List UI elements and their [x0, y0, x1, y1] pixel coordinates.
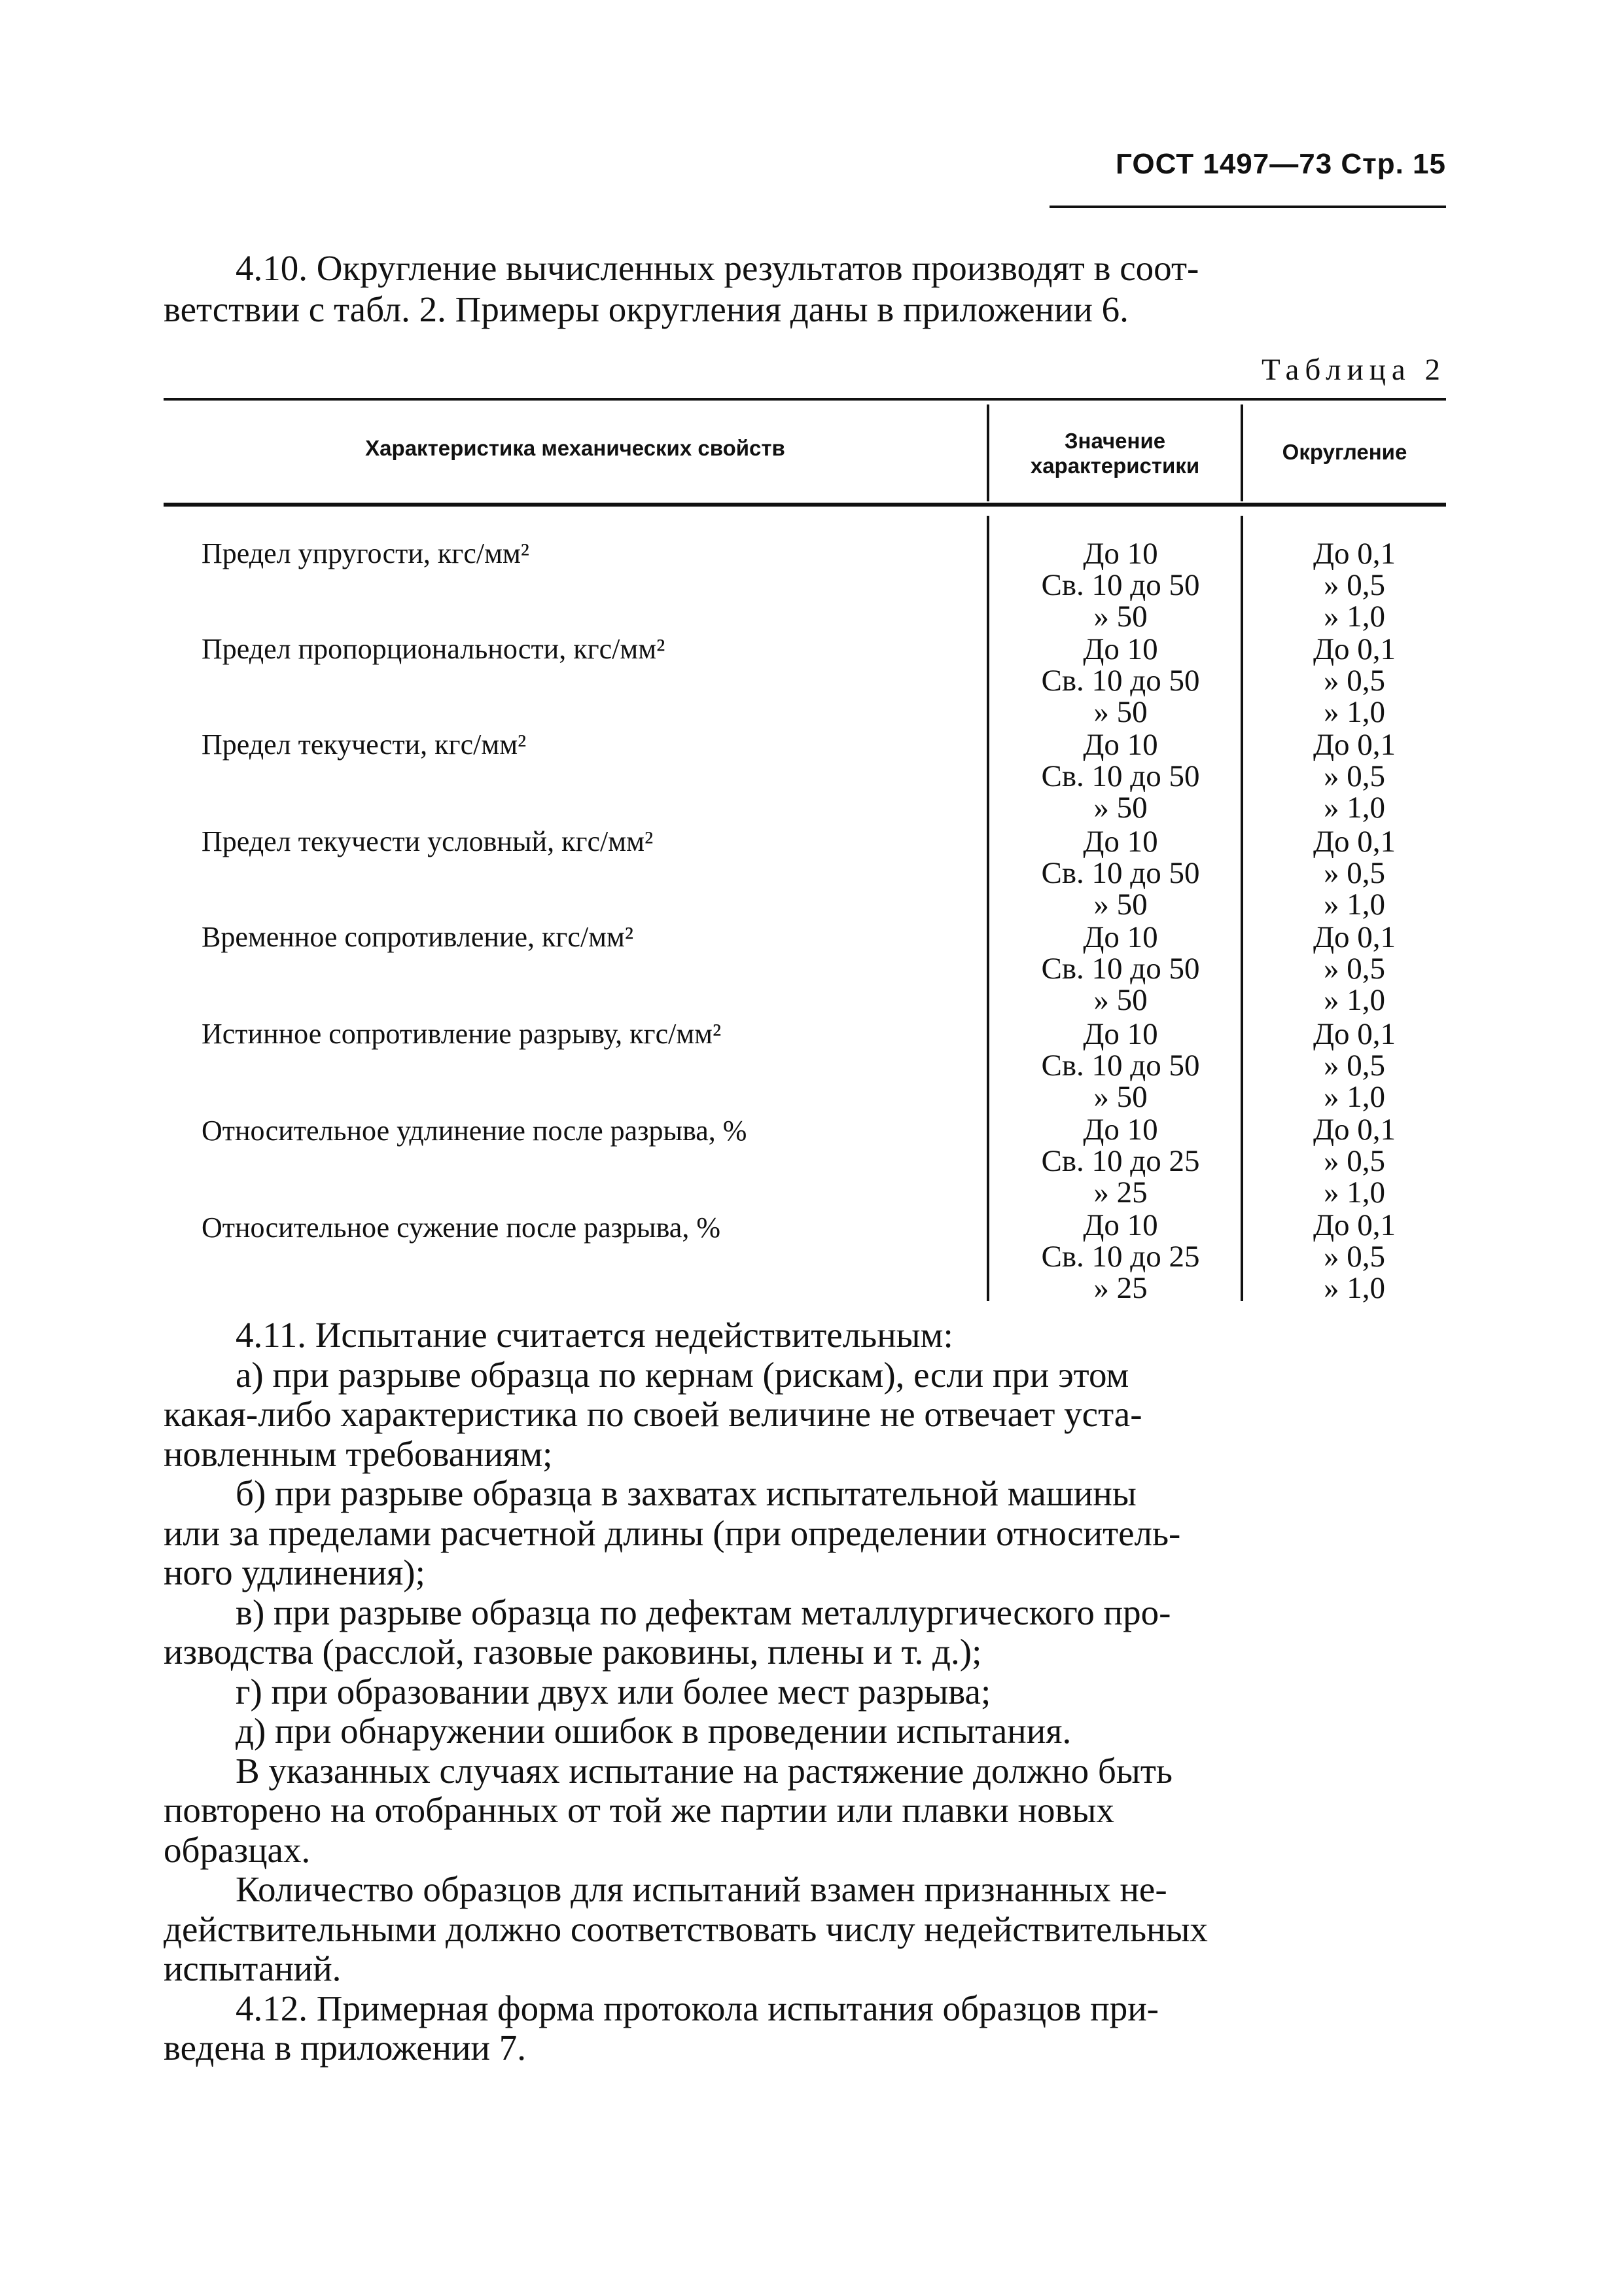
rounding-cell	[1276, 634, 1433, 728]
rounding-cell	[1276, 538, 1433, 632]
value-line: До 10	[1083, 825, 1158, 859]
value-cell	[1008, 1018, 1233, 1113]
rounding-line: » 1,0	[1324, 600, 1385, 634]
row-name: Временное сопротивление, кгс/мм²	[202, 921, 634, 953]
table-header-rule	[164, 503, 1446, 507]
value-line: Св. 10 до 50	[1041, 664, 1200, 698]
value-line: Св. 10 до 25	[1041, 1240, 1200, 1274]
column-divider-1	[987, 516, 989, 1301]
row-name: Предел упругости, кгс/мм²	[202, 537, 529, 569]
row-name: Относительное удлинение после разрыва, %	[202, 1115, 747, 1147]
rounding-cell	[1276, 826, 1433, 920]
rounding-line: До 0,1	[1313, 1208, 1396, 1242]
column-divider-2	[1241, 516, 1243, 1301]
rounding-line: До 0,1	[1313, 1113, 1396, 1147]
paragraph-line: д) при обнаружении ошибок в проведении испытания.	[236, 1711, 1072, 1751]
paragraph-line: образцах.	[164, 1829, 311, 1870]
rounding-line: » 1,0	[1324, 1175, 1385, 1210]
row-name: Предел текучести условный, кгс/мм²	[202, 825, 654, 857]
rounding-line: До 0,1	[1313, 920, 1396, 954]
rounding-cell	[1276, 1210, 1433, 1304]
rounding-line: До 0,1	[1313, 537, 1396, 571]
rounding-line: » 1,0	[1324, 983, 1385, 1017]
table-caption: Таблица 2	[1261, 353, 1446, 387]
header-property: Характеристика механических свойств	[365, 436, 785, 460]
row-name: Истинное сопротивление разрыву, кгс/мм²	[202, 1018, 722, 1050]
value-line: » 50	[1093, 791, 1148, 825]
rounding-line: До 0,1	[1313, 728, 1396, 762]
paragraph-line: В указанных случаях испытание на растяжение должно быть	[236, 1750, 1173, 1791]
value-line: » 50	[1093, 600, 1148, 634]
value-cell	[1008, 729, 1233, 823]
value-line: До 10	[1083, 1208, 1158, 1242]
rounding-line: » 0,5	[1324, 1240, 1385, 1274]
paragraph-4-11	[164, 1316, 1446, 2068]
value-line: » 50	[1093, 1080, 1148, 1114]
paragraph-line: ного удлинения);	[164, 1552, 425, 1592]
value-cell	[1008, 634, 1233, 728]
rounding-line: » 1,0	[1324, 791, 1385, 825]
paragraph-line: ведена в приложении 7.	[164, 2028, 526, 2068]
paragraph-line: действительными должно соответствовать числу недействительных	[164, 1909, 1208, 1949]
rounding-line: До 0,1	[1313, 825, 1396, 859]
paragraph-line: или за пределами расчетной длины (при определении относитель-	[164, 1513, 1181, 1553]
value-line: До 10	[1083, 632, 1158, 666]
value-cell	[1008, 1210, 1233, 1304]
value-line: » 25	[1093, 1175, 1148, 1210]
paragraph-line: испытаний.	[164, 1948, 342, 1988]
value-cell	[1008, 1114, 1233, 1208]
header-value-line: Значение	[1064, 429, 1166, 453]
value-line: » 50	[1093, 888, 1148, 922]
value-cell	[1008, 538, 1233, 632]
rounding-line: » 0,5	[1324, 1144, 1385, 1178]
value-line: До 10	[1083, 1017, 1158, 1051]
rounding-line: До 0,1	[1313, 1017, 1396, 1051]
rounding-line: » 1,0	[1324, 888, 1385, 922]
value-line: До 10	[1083, 537, 1158, 571]
rounding-line: » 0,5	[1324, 664, 1385, 698]
paragraph-4-10	[164, 247, 1446, 330]
value-line: Св. 10 до 25	[1041, 1144, 1200, 1178]
value-line: Св. 10 до 50	[1041, 856, 1200, 890]
rounding-line: » 0,5	[1324, 952, 1385, 986]
value-line: До 10	[1083, 1113, 1158, 1147]
value-line: Св. 10 до 50	[1041, 568, 1200, 602]
value-line: Св. 10 до 50	[1041, 952, 1200, 986]
rounding-line: » 1,0	[1324, 1271, 1385, 1305]
value-line: Св. 10 до 50	[1041, 759, 1200, 793]
paragraph-line: 4.10. Округление вычисленных результатов производят в соот-	[236, 248, 1199, 288]
row-name: Предел текучести, кгс/мм²	[202, 728, 527, 761]
paragraph-line: новленным требованиям;	[164, 1433, 553, 1474]
header-rounding: Округление	[1282, 440, 1407, 464]
table-top-rule	[164, 398, 1446, 401]
value-cell	[1008, 826, 1233, 920]
rounding-line: » 0,5	[1324, 568, 1385, 602]
row-name: Предел пропорциональности, кгс/мм²	[202, 633, 665, 665]
value-line: До 10	[1083, 728, 1158, 762]
paragraph-line: б) при разрыве образца в захватах испытательной машины	[236, 1473, 1137, 1513]
rounding-cell	[1276, 922, 1433, 1016]
rounding-cell	[1276, 729, 1433, 823]
paragraph-line: в) при разрыве образца по дефектам металлургического про-	[236, 1592, 1171, 1632]
value-line: » 50	[1093, 695, 1148, 729]
rounding-line: » 1,0	[1324, 695, 1385, 729]
row-name: Относительное сужение после разрыва, %	[202, 1211, 720, 1244]
paragraph-line: а) при разрыве образца по кернам (рискам), если при этом	[236, 1354, 1129, 1395]
value-line: » 25	[1093, 1271, 1148, 1305]
paragraph-line: ветствии с табл. 2. Примеры округления даны в приложении 6.	[164, 289, 1129, 329]
header-value	[989, 429, 1241, 478]
rounding-line: » 1,0	[1324, 1080, 1385, 1114]
value-line: Св. 10 до 50	[1041, 1049, 1200, 1083]
rounding-cell	[1276, 1018, 1433, 1113]
paragraph-line: какая-либо характеристика по своей величине не отвечает уста-	[164, 1394, 1142, 1434]
header-value-line: характеристики	[1030, 454, 1200, 478]
paragraph-line: 4.11. Испытание считается недействительным:	[236, 1315, 953, 1355]
paragraph-line: изводства (расслой, газовые раковины, плены и т. д.);	[164, 1632, 982, 1672]
paragraph-line: повторено на отобранных от той же партии или плавки новых	[164, 1790, 1114, 1830]
value-line: » 50	[1093, 983, 1148, 1017]
page-header: ГОСТ 1497—73 Стр. 15	[1115, 148, 1446, 180]
rounding-line: » 0,5	[1324, 759, 1385, 793]
rounding-cell	[1276, 1114, 1433, 1208]
paragraph-line: 4.12. Примерная форма протокола испытания образцов при-	[236, 1988, 1159, 2028]
rounding-line: До 0,1	[1313, 632, 1396, 666]
paragraph-line: Количество образцов для испытаний взамен признанных не-	[236, 1869, 1167, 1909]
value-cell	[1008, 922, 1233, 1016]
rounding-line: » 0,5	[1324, 1049, 1385, 1083]
header-underline	[1050, 206, 1446, 208]
paragraph-line: г) при образовании двух или более мест разрыва;	[236, 1671, 991, 1712]
rounding-line: » 0,5	[1324, 856, 1385, 890]
value-line: До 10	[1083, 920, 1158, 954]
